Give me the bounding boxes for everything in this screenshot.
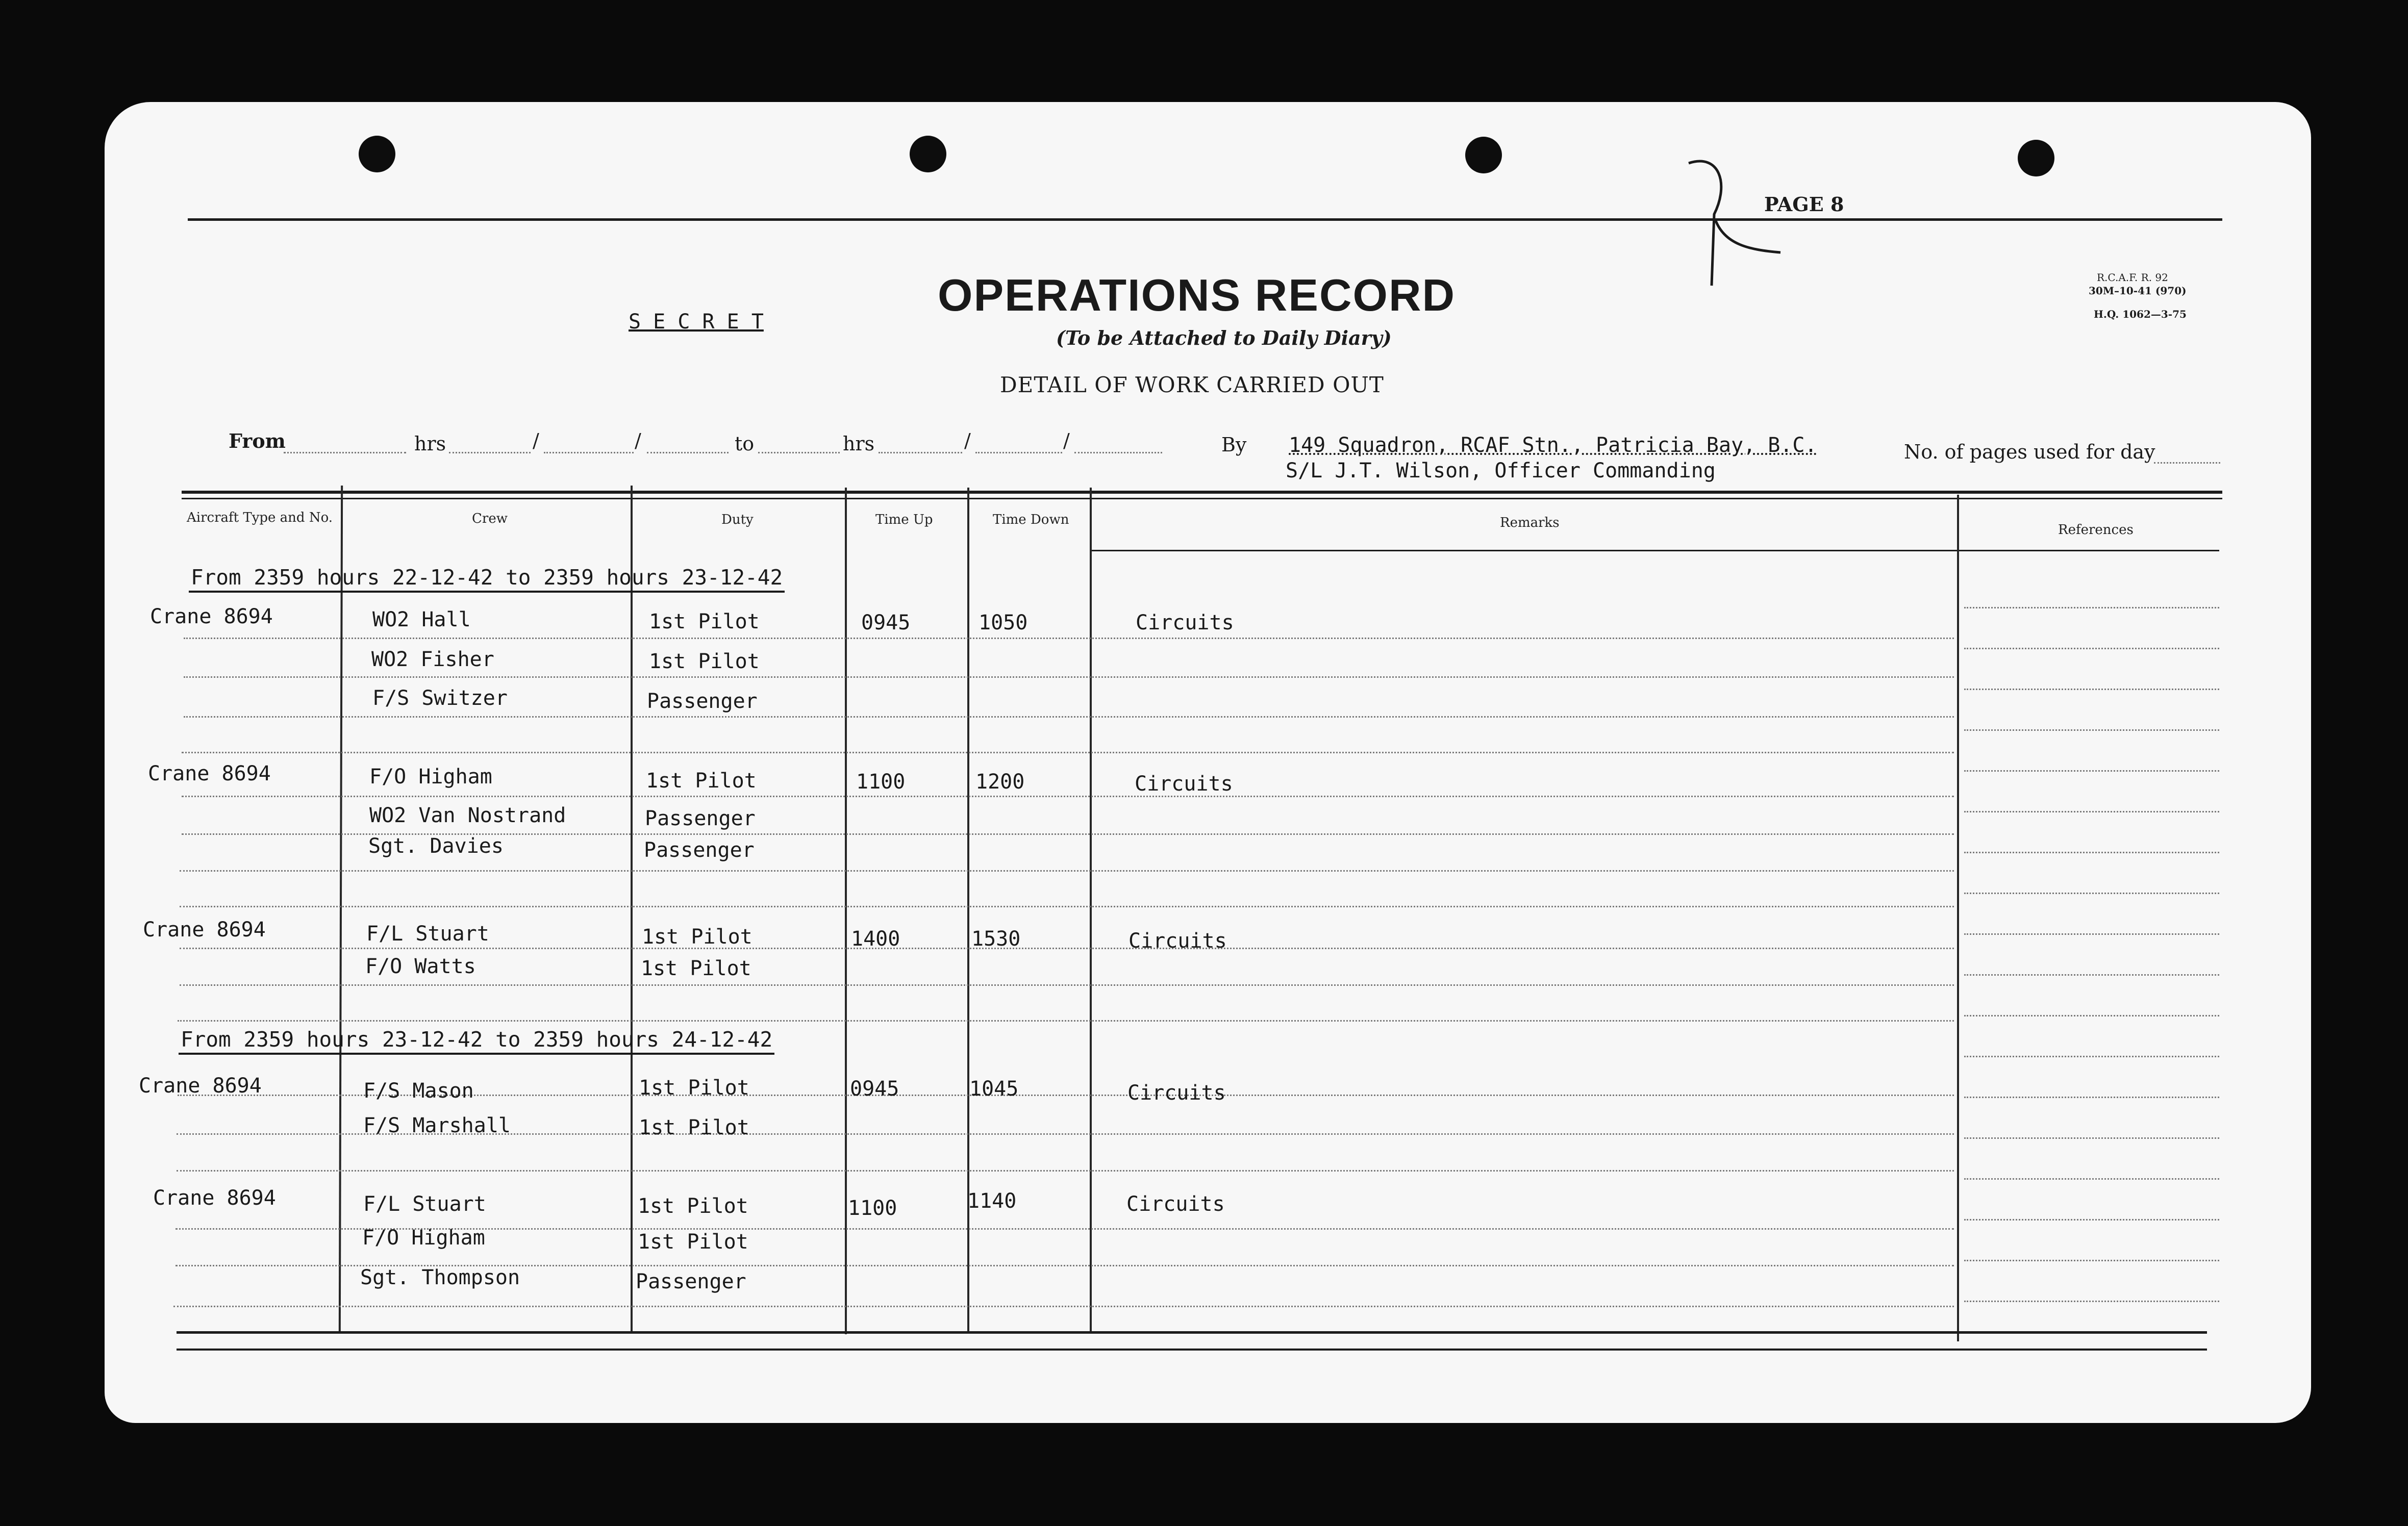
crew-name: F/L Stuart xyxy=(363,1192,486,1216)
ruled-line xyxy=(1964,974,2219,976)
crew-duty: 1st Pilot xyxy=(641,957,751,980)
crew-name: Sgt. Davies xyxy=(368,834,504,858)
slash: / xyxy=(635,429,641,452)
form-blank xyxy=(975,452,1062,453)
ruled-line xyxy=(1964,648,2219,649)
crew-duty: Passenger xyxy=(636,1270,746,1293)
crew-duty: 1st Pilot xyxy=(639,1076,749,1100)
ruled-line xyxy=(1964,729,2219,731)
crew-name: F/O Higham xyxy=(362,1226,485,1250)
ruled-line xyxy=(1964,770,2219,772)
form-blank xyxy=(544,452,634,453)
column-header-time-up: Time Up xyxy=(875,512,933,527)
date-range-heading: From 2359 hours 22-12-42 to 2359 hours 23-12-42 xyxy=(189,565,785,593)
ruled-line xyxy=(1964,1015,2219,1016)
aircraft-cell: Crane 8694 xyxy=(139,1074,262,1098)
binder-hole xyxy=(1465,137,1502,173)
form-blank xyxy=(284,452,406,453)
form-blank xyxy=(758,452,840,453)
column-header-time-down: Time Down xyxy=(993,512,1069,527)
ruled-line xyxy=(1964,1056,2219,1057)
ruled-line xyxy=(178,1020,1954,1022)
aircraft-cell: Crane 8694 xyxy=(150,605,273,628)
binder-hole xyxy=(910,136,946,172)
crew-duty: 1st Pilot xyxy=(649,650,760,673)
slash: / xyxy=(1063,429,1070,452)
column-header-crew: Crew xyxy=(472,511,508,526)
ruled-line xyxy=(1964,607,2219,608)
form-blank xyxy=(2154,462,2220,464)
aircraft-cell: Crane 8694 xyxy=(148,762,271,785)
ruled-line xyxy=(1964,1260,2219,1261)
ruled-line xyxy=(1964,1137,2219,1139)
table-top-rule xyxy=(182,498,2222,499)
crew-name: WO2 Van Nostrand xyxy=(369,804,566,827)
ruled-line xyxy=(184,638,1954,639)
crew-duty: Passenger xyxy=(645,807,756,830)
ruled-line xyxy=(184,716,1954,718)
remarks-cell: Circuits xyxy=(1135,772,1233,796)
crew-name: F/O Watts xyxy=(365,955,476,978)
crew-duty: 1st Pilot xyxy=(642,925,752,949)
ruled-line xyxy=(1964,1301,2219,1302)
ruled-line xyxy=(1964,1097,2219,1098)
crew-name: Sgt. Thompson xyxy=(360,1266,520,1289)
crew-duty: 1st Pilot xyxy=(638,1230,748,1254)
time-up-cell: 1100 xyxy=(856,770,906,794)
crew-name: WO2 Hall xyxy=(372,608,471,631)
table-bottom-rule xyxy=(177,1331,2207,1334)
form-blank xyxy=(1074,452,1162,453)
time-down-cell: 1050 xyxy=(979,611,1028,634)
time-down-cell: 1140 xyxy=(967,1189,1017,1213)
aircraft-cell: Crane 8694 xyxy=(153,1186,276,1210)
time-down-cell: 1200 xyxy=(975,770,1025,794)
ruled-line xyxy=(1964,1178,2219,1180)
unit-text: 149 Squadron, RCAF Stn., Patricia Bay, B.C. xyxy=(1289,434,1817,457)
column-line xyxy=(1957,495,1959,1341)
form-code: H.Q. 1062—3-75 xyxy=(2094,308,2187,320)
column-header-duty: Duty xyxy=(721,512,754,527)
remarks-cell: Circuits xyxy=(1127,1081,1226,1105)
table-bottom-rule xyxy=(177,1349,2207,1351)
table-top-rule xyxy=(182,491,2222,494)
page-label: PAGE 8 xyxy=(1764,193,1844,216)
crew-name: F/S Mason xyxy=(363,1079,474,1103)
ruled-line xyxy=(182,752,1954,753)
ruled-line xyxy=(177,1170,1954,1172)
handwritten-mark xyxy=(1673,153,1791,296)
slash: / xyxy=(533,429,539,452)
column-header-aircraft: Aircraft Type and No. xyxy=(187,510,333,525)
ruled-line xyxy=(1964,852,2219,853)
crew-name: WO2 Fisher xyxy=(371,648,494,671)
form-blank xyxy=(879,452,962,453)
aircraft-cell: Crane 8694 xyxy=(143,918,266,942)
page-subtitle: (To be Attached to Daily Diary) xyxy=(1056,326,1392,349)
time-up-cell: 1100 xyxy=(848,1197,897,1220)
crew-duty: 1st Pilot xyxy=(649,610,760,633)
time-down-cell: 1530 xyxy=(971,927,1021,951)
ruled-line xyxy=(1964,689,2219,690)
ruled-line xyxy=(180,984,1954,986)
ruled-line xyxy=(182,796,1954,797)
pages-used-label: No. of pages used for day xyxy=(1904,441,2155,463)
crew-duty: Passenger xyxy=(644,838,755,862)
crew-duty: 1st Pilot xyxy=(638,1194,748,1218)
secret-label: S E C R E T xyxy=(629,310,764,334)
time-down-cell: 1045 xyxy=(969,1077,1019,1101)
to-label: to xyxy=(735,433,755,455)
ruled-line xyxy=(1964,933,2219,935)
crew-duty: Passenger xyxy=(647,690,758,713)
crew-name: F/S Switzer xyxy=(372,686,508,710)
remarks-cell: Circuits xyxy=(1128,929,1227,953)
crew-name: F/O Higham xyxy=(369,765,492,789)
ruled-line xyxy=(180,870,1954,872)
column-line xyxy=(1090,488,1092,1333)
time-up-cell: 0945 xyxy=(861,611,911,634)
crew-duty: 1st Pilot xyxy=(639,1116,749,1139)
ruled-line xyxy=(1964,811,2219,812)
from-label: From xyxy=(229,429,286,452)
header-rule xyxy=(1092,550,2219,551)
ruled-line xyxy=(1964,1219,2219,1220)
ruled-line xyxy=(1964,893,2219,894)
commanding-officer: S/L J.T. Wilson, Officer Commanding xyxy=(1286,459,1716,482)
binder-hole xyxy=(359,136,395,172)
remarks-cell: Circuits xyxy=(1126,1192,1225,1216)
time-up-cell: 0945 xyxy=(850,1077,899,1101)
page-title: OPERATIONS RECORD xyxy=(938,270,1456,320)
crew-duty: 1st Pilot xyxy=(646,769,757,793)
date-range-heading: From 2359 hours 23-12-42 to 2359 hours 24-12-42 xyxy=(179,1027,774,1055)
crew-name: F/L Stuart xyxy=(366,922,489,946)
ruled-line xyxy=(184,676,1954,678)
column-header-remarks: Remarks xyxy=(1500,515,1560,530)
column-header-references: References xyxy=(2058,522,2134,538)
slash: / xyxy=(964,429,971,452)
hrs-label: hrs xyxy=(414,433,446,455)
remarks-cell: Circuits xyxy=(1136,611,1234,634)
by-label: By xyxy=(1221,434,1247,456)
hrs-label: hrs xyxy=(843,433,875,455)
detail-heading: DETAIL OF WORK CARRIED OUT xyxy=(1000,372,1384,397)
form-blank xyxy=(647,452,729,453)
top-rule xyxy=(188,218,2222,221)
form-code: R.C.A.F. R. 92 xyxy=(2097,271,2168,284)
ruled-line xyxy=(180,906,1954,907)
column-line xyxy=(845,488,847,1334)
ruled-line xyxy=(180,948,1954,949)
time-up-cell: 1400 xyxy=(851,927,900,951)
binder-hole xyxy=(2018,140,2054,176)
form-code: 30M–10-41 (970) xyxy=(2089,285,2187,297)
crew-name: F/S Marshall xyxy=(363,1114,511,1137)
column-line xyxy=(631,486,633,1332)
ruled-line xyxy=(173,1306,1954,1307)
form-blank xyxy=(449,452,531,453)
